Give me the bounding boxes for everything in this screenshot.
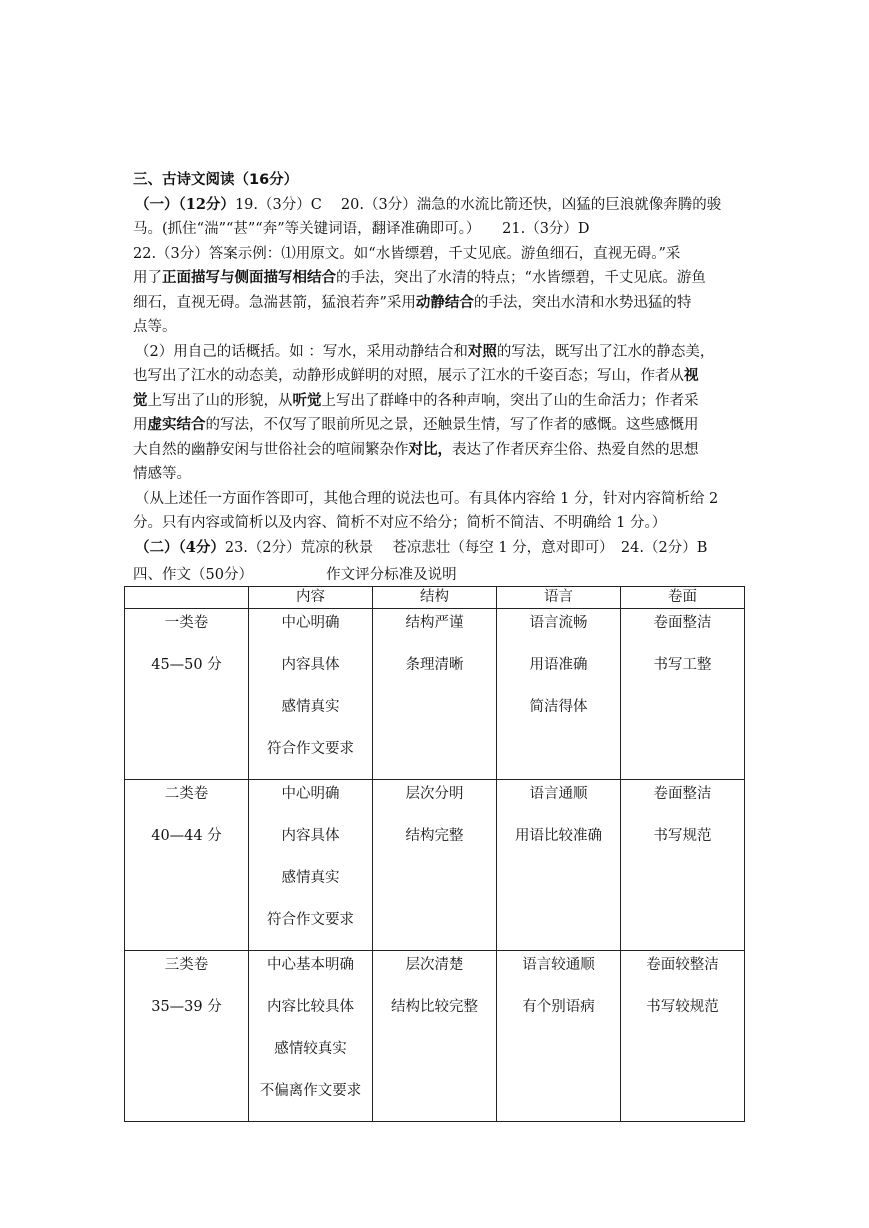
answer-line-4 (133, 266, 765, 291)
emphasis-text: 对照 (467, 342, 497, 360)
answer-text: 的手法，突出水清和水势迅猛的特 (473, 294, 692, 311)
answer-line-2: 马。(抓住“湍”“甚”“奔”等关键词语，翻译准确即可。） 21.（3分）D (133, 221, 590, 237)
surface-cell (621, 780, 745, 951)
structure-cell (373, 951, 497, 1122)
answer-line-5 (133, 291, 765, 316)
criterion: 卷面整洁 (653, 615, 712, 631)
answer-line-1 (133, 193, 765, 218)
section3-heading: 三、古诗文阅读（16分） (133, 172, 299, 188)
criterion: 书写规范 (653, 828, 712, 844)
grade-cell (125, 951, 249, 1122)
table-header-cell: 卷面 (621, 587, 745, 609)
answer-text: 的写法，不仅写了眼前所见之景，还触景生情，写了作者的感慨。这些感慨用 (205, 417, 699, 433)
criterion: 内容具体 (281, 657, 340, 673)
emphasis-text: 对比， (408, 440, 452, 458)
criterion: 内容比较具体 (267, 999, 354, 1015)
criterion: 有个别语病 (522, 999, 595, 1015)
criterion: 结构完整 (405, 828, 464, 844)
criterion: 符合作文要求 (267, 741, 354, 757)
part1-label: （一）（12分） (135, 195, 235, 213)
answer-text: 上写出了群峰中的各种声响，突出了山的生命活力；作者采 (321, 392, 699, 409)
criterion: 语言通顺 (529, 786, 588, 802)
criterion: 不偏离作文要求 (259, 1083, 362, 1099)
criterion: 中心基本明确 (267, 957, 354, 973)
grade-cell (125, 609, 249, 780)
answer-text: 的手法，突出了水清的特点；“水皆缥碧，千丈见底。游鱼 (336, 270, 706, 286)
emphasis-text: 虚实结合 (147, 416, 206, 433)
answer-text: 大自然的幽静安闲与世俗社会的喧闹繁杂作 (133, 441, 409, 458)
answer-line-10 (133, 413, 765, 438)
surface-cell (621, 951, 745, 1122)
table-header-cell: 语言 (497, 587, 621, 609)
language-cell (497, 780, 621, 951)
answer-text: （2）用自己的话概括。如 ：写水，采用动静结合和 (135, 343, 468, 360)
criterion: 结构严谨 (405, 615, 464, 631)
content-cell (249, 780, 373, 951)
section4-heading-row (133, 563, 457, 584)
answer-text: 的写法，既写出了江水的静态美， (496, 343, 715, 360)
part2-label: （二）（4分） (135, 538, 225, 556)
answer-line-14: 分。只有内容或简析以及内容、简析不对应不给分；简析不简洁、不明确给 1 分。） (133, 515, 667, 531)
answer-line-13: （从上述任一方面作答即可，其他合理的说法也可。有具体内容给 1 分，针对内容简析给 2 (135, 490, 719, 507)
table-row (125, 780, 745, 951)
criterion: 语言较通顺 (522, 957, 595, 973)
grade-score: 35—39 分 (151, 999, 222, 1015)
answer-line-8 (133, 364, 765, 389)
grade-name: 一类卷 (164, 615, 209, 631)
criterion: 中心明确 (281, 615, 340, 631)
answer-line-7 (133, 340, 765, 365)
criterion: 层次分明 (405, 786, 464, 802)
grade-score: 45—50 分 (151, 657, 222, 673)
structure-cell (373, 609, 497, 780)
criterion: 结构比较完整 (391, 999, 478, 1015)
criterion: 中心明确 (281, 786, 340, 802)
answer-line-15 (133, 536, 765, 561)
answer-text: 用 (133, 417, 148, 433)
language-cell (497, 951, 621, 1122)
table-header-cell: 结构 (373, 587, 497, 609)
surface-cell (621, 609, 745, 780)
criterion: 感情较真实 (274, 1041, 347, 1057)
grade-name: 三类卷 (164, 957, 209, 973)
table-title: 作文评分标准及说明 (326, 567, 457, 583)
grading-table (124, 586, 745, 1122)
content-cell (249, 609, 373, 780)
answer-line-11 (133, 438, 765, 463)
criterion: 层次清楚 (405, 957, 464, 973)
emphasis-text: 正面描写与侧面描写相结合 (162, 269, 336, 286)
emphasis-text: 听觉 (292, 391, 322, 409)
answer-text: 表达了作者厌弃尘俗、热爱自然的思想 (452, 441, 699, 458)
criterion: 感情真实 (281, 870, 340, 886)
answer-text: 19.（3分）C 20.（3分）湍急的水流比箭还快，凶猛的巨浪就像奔腾的骏 (234, 196, 722, 213)
answer-text: 用了 (133, 270, 162, 286)
criterion: 卷面整洁 (653, 786, 712, 802)
criterion: 书写工整 (653, 657, 712, 673)
emphasis-text: 觉 (133, 391, 148, 409)
criterion: 简洁得体 (529, 699, 588, 715)
answer-line-12: 情感等。 (133, 466, 191, 482)
grade-name: 二类卷 (164, 786, 209, 802)
structure-cell (373, 780, 497, 951)
content-cell (249, 951, 373, 1122)
criterion: 条理清晰 (405, 657, 464, 673)
answer-line-9 (133, 389, 765, 414)
emphasis-text: 动静结合 (415, 293, 474, 311)
table-row (125, 609, 745, 780)
answer-text: 也写出了江水的动态美，动静形成鲜明的对照，展示了江水的千姿百态；写山，作者从 (133, 368, 684, 384)
table-header-cell (125, 587, 249, 609)
answer-text: 细石，直视无碍。急湍甚箭，猛浪若奔”采用 (133, 294, 416, 311)
section3-block (133, 168, 765, 560)
answer-line-6: 点等。 (133, 319, 177, 335)
answer-text: 23.（2分）荒凉的秋景 苍凉悲壮（每空 1 分，意对即可） 24.（2分）B (224, 539, 708, 556)
table-header-cell: 内容 (249, 587, 373, 609)
answer-line-3: 22.（3分）答案示例：⑴用原文。如“水皆缥碧，千丈见底。游鱼细石，直视无碍。”采 (133, 245, 681, 262)
criterion: 书写较规范 (646, 999, 719, 1015)
answer-text: 上写出了山的形貌，从 (147, 392, 293, 409)
criterion: 感情真实 (281, 699, 340, 715)
language-cell (497, 609, 621, 780)
criterion: 语言流畅 (529, 615, 588, 631)
criterion: 用语准确 (529, 657, 588, 673)
criterion: 卷面较整洁 (646, 957, 719, 973)
table-header-row (125, 587, 745, 609)
table-row (125, 951, 745, 1122)
grade-score: 40—44 分 (151, 828, 222, 844)
criterion: 用语比较准确 (515, 828, 602, 844)
section4-heading: 四、作文（50分） (133, 567, 253, 583)
grade-cell (125, 780, 249, 951)
criterion: 符合作文要求 (267, 912, 354, 928)
emphasis-text: 视 (684, 367, 699, 384)
criterion: 内容具体 (281, 828, 340, 844)
